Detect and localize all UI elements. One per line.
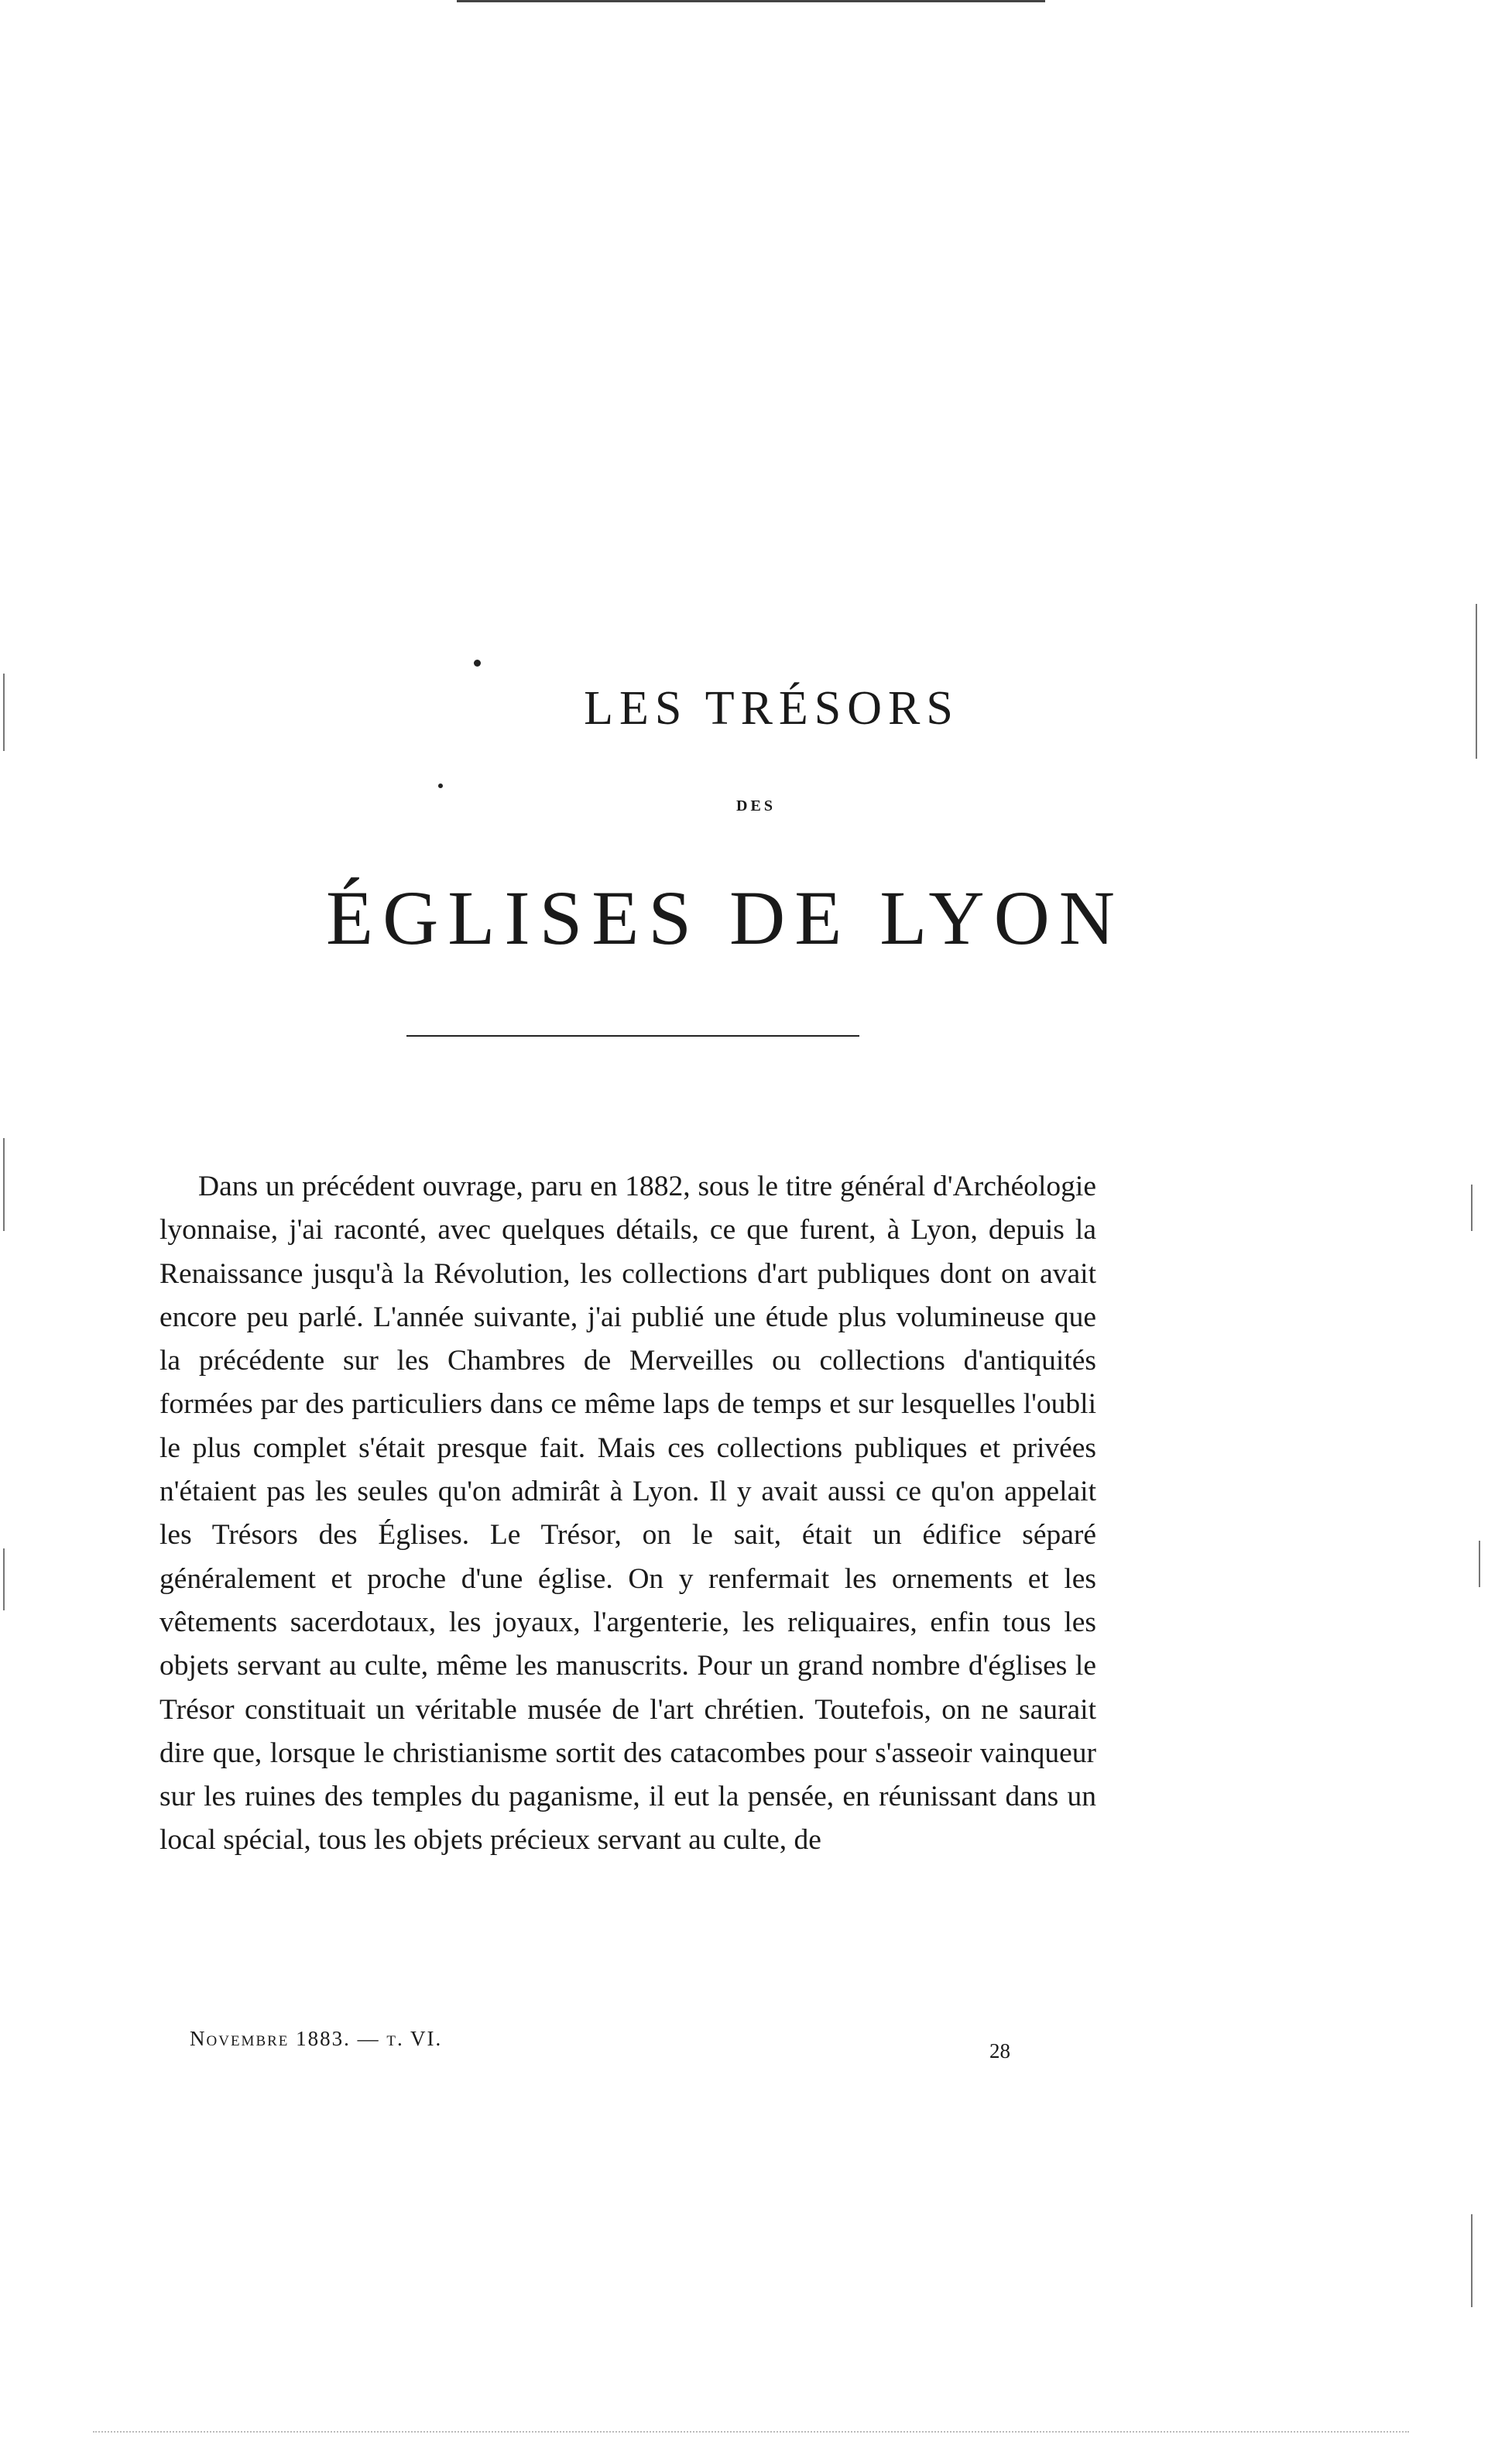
scan-bottom-specks — [93, 2431, 1409, 2434]
body-paragraph: Dans un précédent ouvrage, paru en 1882, sous le titre général d'Archéologie lyonnaise, j'ai raconté, avec quelques détails, ce que furent, à Lyon, depuis la Renaissance jusqu'à la Révolution, les collections d'art publiques dont on avait encore peu parlé. L'année suivante, j'ai publié une étude plus volumineuse que la précédente sur les Chambres de Merveilles ou collections d'antiquités formées par des particuliers dans ce même laps de temps et sur lesquelles l'oubli le plus complet s'était presque fait. Mais ces collections publiques et privées n'étaient pas les seules qu'on admirât à Lyon. Il y avait aussi ce qu'on appelait les Trésors des Églises. Le Trésor, on le sait, était un édifice séparé généralement et proche d'une église. On y renfermait les ornements et les vêtements sacerdotaux, les joyaux, l'argenterie, les reliquaires, enfin tous les objets servant au culte, même les manuscrits. Pour un grand nombre d'églises le Trésor constituait un véritable musée de l'art chrétien. Toutefois, on ne saurait dire que, lorsque le christianisme sortit des catacombes pour s'asseoir vainqueur sur les ruines des temples du paganisme, il eut la pensée, en réunissant dans un local spécial, tous les objets précieux servant au culte, de — [159, 1171, 1096, 1857]
title-divider — [406, 1035, 859, 1037]
issue-label: Novembre 1883. — t. VI. — [190, 2027, 443, 2050]
page-footer — [190, 2027, 1010, 2073]
top-edge-rule — [457, 0, 1045, 2]
title-line-2: DES — [736, 797, 776, 814]
scan-margin-mark — [1479, 1541, 1480, 1587]
scan-margin-mark — [3, 1548, 5, 1610]
ornament-dot — [474, 660, 481, 667]
title-line-3: ÉGLISES DE LYON — [325, 875, 1125, 961]
scan-margin-mark — [3, 1138, 5, 1231]
ornament-dot — [438, 784, 443, 788]
page-number: 28 — [989, 2039, 1010, 2063]
scan-margin-mark — [1471, 1185, 1473, 1231]
scan-margin-mark — [1471, 2214, 1473, 2307]
title-line-1: LES TRÉSORS — [584, 682, 959, 735]
